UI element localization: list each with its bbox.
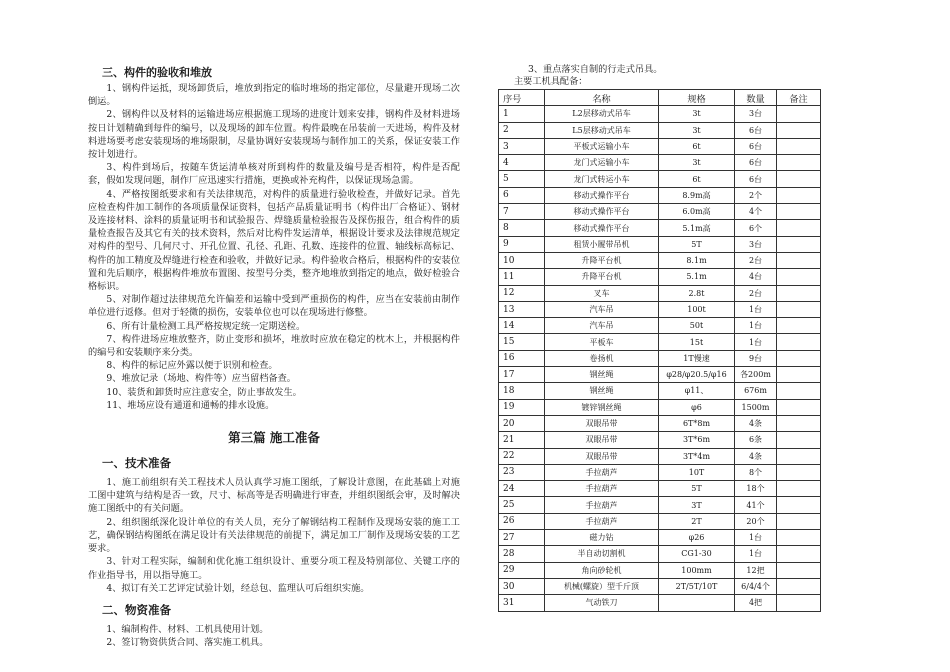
cell-spec: 6t (659, 171, 735, 187)
cell-no: 2 (499, 122, 545, 138)
table-row (499, 497, 821, 513)
paragraph: 2、签订物资供货合同、落实施工机具。 (106, 637, 269, 649)
paragraph: 11、堆场应设有通道和通畅的排水设施。 (106, 399, 275, 411)
table-row (499, 138, 821, 154)
cell-remark (777, 122, 821, 138)
header-remark: 备注 (777, 90, 821, 106)
table-row (499, 383, 821, 399)
cell-no: 14 (499, 318, 545, 334)
cell-no: 23 (499, 464, 545, 480)
cell-spec: 3T*4m (659, 448, 735, 464)
cell-remark (777, 350, 821, 366)
cell-remark (777, 481, 821, 497)
cell-spec: φ28/φ20.5/φ16 (659, 367, 735, 383)
cell-remark (777, 497, 821, 513)
cell-qty: 676m (735, 383, 777, 399)
cell-remark (777, 383, 821, 399)
cell-remark (777, 220, 821, 236)
paragraph: 10、装货和卸货时应注意安全，防止事故发生。 (106, 386, 302, 398)
paragraph: 2、钢构件以及材料的运输进场应根据施工现场的进度计划来安排，钢构件及材料进场按日计划精确到每件的编号，以及现场的卸车位置。构件最晚在吊装前一天进场，构件及材料进场要考虑安装现场的堆场限制，尽量协调好安装现场与制作加工的关系，保证安装工作按计划进行。 (88, 109, 460, 161)
cell-no: 25 (499, 497, 545, 513)
cell-no: 3 (499, 138, 545, 154)
cell-no: 29 (499, 562, 545, 578)
cell-spec: φ6 (659, 399, 735, 415)
cell-no: 13 (499, 301, 545, 317)
cell-name: 移动式操作平台 (545, 220, 659, 236)
cell-qty: 6台 (735, 122, 777, 138)
cell-remark (777, 187, 821, 203)
table-row (499, 285, 821, 301)
paragraph: 2、组织图纸深化设计单位的有关人员，充分了解钢结构工程制作及现场安装的施工工艺，确保钢结构图纸在满足设计有关法律规范的前提下，满足加工厂制作及现场安装的工艺要求。 (88, 516, 460, 555)
cell-remark (777, 432, 821, 448)
cell-spec: 15t (659, 334, 735, 350)
cell-qty: 20个 (735, 513, 777, 529)
cell-remark (777, 138, 821, 154)
paragraph: 4、拟订有关工艺评定试验计划，经总包、监理认可后组织实施。 (106, 582, 370, 594)
cell-name: L2层移动式吊车 (545, 106, 659, 122)
cell-remark (777, 301, 821, 317)
cell-remark (777, 595, 821, 611)
paragraph: 7、构件进场应堆放整齐，防止变形和损坏，堆放时应放在稳定的枕木上，并根据构件的编号和安装顺序来分类。 (88, 333, 460, 359)
cell-no: 30 (499, 578, 545, 594)
cell-spec: 8.1m (659, 252, 735, 268)
cell-remark (777, 578, 821, 594)
cell-no: 12 (499, 285, 545, 301)
table-row (499, 187, 821, 203)
table-row (499, 269, 821, 285)
cell-spec: 6t (659, 138, 735, 154)
table-row (499, 220, 821, 236)
section-heading-material: 二、物资准备 (102, 602, 171, 617)
table-row (499, 334, 821, 350)
header-name: 名称 (545, 90, 659, 106)
cell-remark (777, 415, 821, 431)
cell-qty: 18个 (735, 481, 777, 497)
table-row (499, 546, 821, 562)
cell-no: 17 (499, 367, 545, 383)
cell-no: 28 (499, 546, 545, 562)
cell-no: 27 (499, 530, 545, 546)
cell-qty: 4把 (735, 595, 777, 611)
cell-name: 手拉葫芦 (545, 497, 659, 513)
cell-name: 平板式运输小车 (545, 138, 659, 154)
cell-name: 龙门式转运小车 (545, 171, 659, 187)
table-row (499, 236, 821, 252)
table-row (499, 530, 821, 546)
cell-qty: 各200m (735, 367, 777, 383)
cell-spec: 100mm (659, 562, 735, 578)
cell-no: 16 (499, 350, 545, 366)
paragraph: 1、施工前组织有关工程技术人员认真学习施工图纸，了解设计意图，在此基础上对施工图中建筑与结构是否一致，尺寸、标高等是否明确进行审查，并组织图纸会审，及时解决施工图纸中的有关问题。 (88, 477, 460, 515)
cell-qty: 3台 (735, 236, 777, 252)
cell-remark (777, 334, 821, 350)
cell-remark (777, 236, 821, 252)
cell-qty: 41个 (735, 497, 777, 513)
table-row (499, 595, 821, 611)
cell-no: 5 (499, 171, 545, 187)
paragraph: 3、构件到场后，按随车货运清单核对所到构件的数量及编号是否相符，构件是否配套，假如发现问题，制作厂应迅速实行措施，更换或补充构件，以保证现场急需。 (88, 162, 460, 187)
cell-name: 手拉葫芦 (545, 464, 659, 480)
acceptance-paragraphs (88, 82, 460, 412)
cell-name: 镀锌钢丝绳 (545, 399, 659, 415)
table-row (499, 481, 821, 497)
paragraph: 8、构件的标记应外露以便于识别和检查。 (106, 360, 278, 372)
paragraph: 6、所有计量检测工具严格按规定统一定期送检。 (106, 320, 306, 332)
cell-qty: 12把 (735, 562, 777, 578)
cell-name: 机械(螺旋）型千斤顶 (545, 578, 659, 594)
table-row (499, 464, 821, 480)
cell-spec: 5T (659, 481, 735, 497)
cell-qty: 1台 (735, 530, 777, 546)
table-row (499, 318, 821, 334)
cell-remark (777, 269, 821, 285)
cell-name: 钢丝绳 (545, 383, 659, 399)
cell-remark (777, 513, 821, 529)
cell-qty: 2台 (735, 252, 777, 268)
paragraph: 3、针对工程实际，编制和优化施工组织设计、重要分项工程及特别部位、关键工序的作业指导书，用以指导施工。 (88, 556, 460, 581)
cell-no: 6 (499, 187, 545, 203)
cell-qty: 9台 (735, 350, 777, 366)
cell-name: 移动式操作平台 (545, 204, 659, 220)
cell-spec: 6.0m高 (659, 204, 735, 220)
table-row (499, 399, 821, 415)
table-row (499, 155, 821, 171)
cell-no: 31 (499, 595, 545, 611)
cell-no: 10 (499, 252, 545, 268)
cell-spec: 2T/5T/10T (659, 578, 735, 594)
cell-name: 钢丝绳 (545, 367, 659, 383)
cell-name: 汽车吊 (545, 301, 659, 317)
cell-spec: 3T*6m (659, 432, 735, 448)
cell-no: 7 (499, 204, 545, 220)
cell-name: 升降平台机 (545, 252, 659, 268)
paragraph: 5、对制作超过法律规范允许偏差和运输中受到严重损伤的构件，应当在安装前由制作单位进行返修。但对于轻微的损伤，安装单位也可以在现场进行修整。 (88, 294, 460, 319)
cell-no: 19 (499, 399, 545, 415)
intro-line-equipment: 主要工机具配备： (514, 76, 588, 87)
table-row (499, 252, 821, 268)
cell-no: 1 (499, 106, 545, 122)
cell-qty: 6台 (735, 155, 777, 171)
cell-name: 平板车 (545, 334, 659, 350)
cell-spec: 100t (659, 301, 735, 317)
intro-line-walking-hoist: 3、重点落实自制的行走式吊具。 (528, 64, 663, 75)
cell-name: 移动式操作平台 (545, 187, 659, 203)
cell-qty: 3台 (735, 106, 777, 122)
table-row (499, 415, 821, 431)
cell-qty: 2个 (735, 187, 777, 203)
section-heading-acceptance: 三、构件的验收和堆放 (102, 66, 212, 79)
cell-name: 角向砂轮机 (545, 562, 659, 578)
cell-spec: 10T (659, 464, 735, 480)
cell-remark (777, 204, 821, 220)
cell-name: 双眼吊带 (545, 415, 659, 431)
cell-spec: 5T (659, 236, 735, 252)
cell-remark (777, 252, 821, 268)
cell-name: 升降平台机 (545, 269, 659, 285)
cell-qty: 1500m (735, 399, 777, 415)
cell-no: 20 (499, 415, 545, 431)
cell-qty: 1台 (735, 301, 777, 317)
cell-remark (777, 171, 821, 187)
cell-no: 24 (499, 481, 545, 497)
cell-name: 龙门式运输小车 (545, 155, 659, 171)
cell-qty: 6条 (735, 432, 777, 448)
cell-remark (777, 285, 821, 301)
cell-name: 手拉葫芦 (545, 513, 659, 529)
cell-spec: 3t (659, 155, 735, 171)
cell-no: 9 (499, 236, 545, 252)
cell-remark (777, 318, 821, 334)
header-no: 序号 (499, 90, 545, 106)
cell-spec: 50t (659, 318, 735, 334)
cell-remark (777, 546, 821, 562)
cell-remark (777, 530, 821, 546)
material-paragraphs (88, 623, 460, 649)
header-qty: 数量 (735, 90, 777, 106)
cell-qty: 4个 (735, 204, 777, 220)
cell-qty: 1台 (735, 546, 777, 562)
cell-spec: φ11、 (659, 383, 735, 399)
cell-qty: 2台 (735, 285, 777, 301)
cell-no: 4 (499, 155, 545, 171)
cell-no: 8 (499, 220, 545, 236)
cell-qty: 1台 (735, 318, 777, 334)
table-row (499, 432, 821, 448)
cell-qty: 4条 (735, 415, 777, 431)
cell-name: 叉车 (545, 285, 659, 301)
section-heading-tech: 一、技术准备 (102, 456, 171, 471)
cell-spec: φ26 (659, 530, 735, 546)
equipment-table (498, 89, 821, 612)
cell-name: 手拉葫芦 (545, 481, 659, 497)
cell-name: 双眼吊带 (545, 432, 659, 448)
cell-remark (777, 562, 821, 578)
cell-no: 26 (499, 513, 545, 529)
cell-no: 21 (499, 432, 545, 448)
table-row (499, 562, 821, 578)
table-row (499, 350, 821, 366)
cell-spec: 5.1m高 (659, 220, 735, 236)
cell-spec: 3t (659, 122, 735, 138)
cell-spec: 3T (659, 497, 735, 513)
cell-name: 汽车吊 (545, 318, 659, 334)
cell-qty: 6台 (735, 138, 777, 154)
cell-qty: 6台 (735, 171, 777, 187)
paragraph: 1、编制构件、材料、工机具使用计划。 (106, 623, 269, 635)
table-row (499, 578, 821, 594)
table-row (499, 204, 821, 220)
cell-spec: 2.8t (659, 285, 735, 301)
paragraph: 4、严格按图纸要求和有关法律规范，对构件的质量进行验收检查，并做好记录。首先应检查构件加工制作的各项质量保证资料，包括产品质量证明书（构件出厂合格证）、钢材及连接材料、涂料的质量证明书和试验报告、焊缝质量检验报告及探伤报告，组合构件的质量检查报告及其它有关的技术资料，然后对比构件发运清单，根据设计要求及法律规范规定对构件的型号、几何尺寸、开孔位置、孔径、孔距、孔数、连接件的位置、轴线标高标记、构件的加工精度及焊缝进行检查和验收，并做好记录。构件验收合格后，根据构件的安装位置和先后顺序，根据构件堆放布置图、按型号分类，整齐地堆放到指定的地点，做好检验合格标识。 (88, 188, 460, 293)
cell-qty: 8个 (735, 464, 777, 480)
cell-remark (777, 448, 821, 464)
cell-no: 18 (499, 383, 545, 399)
paragraph: 1、钢构件运抵，现场卸货后，堆放到指定的临时堆场的指定部位，尽量避开现场二次倒运。 (88, 83, 460, 108)
cell-remark (777, 106, 821, 122)
cell-name: 双眼吊带 (545, 448, 659, 464)
table-row (499, 367, 821, 383)
cell-spec: 6T*8m (659, 415, 735, 431)
cell-spec: 5.1m (659, 269, 735, 285)
cell-qty: 1台 (735, 334, 777, 350)
header-spec: 规格 (659, 90, 735, 106)
cell-no: 11 (499, 269, 545, 285)
cell-spec (659, 595, 735, 611)
paragraph: 9、堆放记录（场地、构件等）应当留档备查。 (106, 373, 296, 385)
table-row (499, 448, 821, 464)
part-title: 第三篇 施工准备 (228, 430, 320, 446)
right-column (498, 64, 820, 612)
cell-name: 磁力钻 (545, 530, 659, 546)
table-row (499, 106, 821, 122)
tech-paragraphs (88, 476, 460, 595)
cell-spec: 1T慢速 (659, 350, 735, 366)
cell-name: 气动铁刀 (545, 595, 659, 611)
cell-no: 22 (499, 448, 545, 464)
cell-remark (777, 399, 821, 415)
cell-name: 租赁小履带吊机 (545, 236, 659, 252)
cell-qty: 6/4/4个 (735, 578, 777, 594)
cell-qty: 6个 (735, 220, 777, 236)
cell-spec: 2T (659, 513, 735, 529)
cell-name: 半自动切割机 (545, 546, 659, 562)
left-column (88, 66, 460, 649)
cell-remark (777, 367, 821, 383)
cell-qty: 4条 (735, 448, 777, 464)
cell-name: 卷扬机 (545, 350, 659, 366)
table-header-row (499, 90, 821, 106)
cell-spec: 8.9m高 (659, 187, 735, 203)
table-row (499, 513, 821, 529)
cell-spec: 3t (659, 106, 735, 122)
cell-spec: CG1-30 (659, 546, 735, 562)
table-row (499, 301, 821, 317)
cell-remark (777, 464, 821, 480)
table-row (499, 171, 821, 187)
table-row (499, 122, 821, 138)
cell-qty: 4台 (735, 269, 777, 285)
cell-remark (777, 155, 821, 171)
cell-name: L5层移动式吊车 (545, 122, 659, 138)
cell-no: 15 (499, 334, 545, 350)
